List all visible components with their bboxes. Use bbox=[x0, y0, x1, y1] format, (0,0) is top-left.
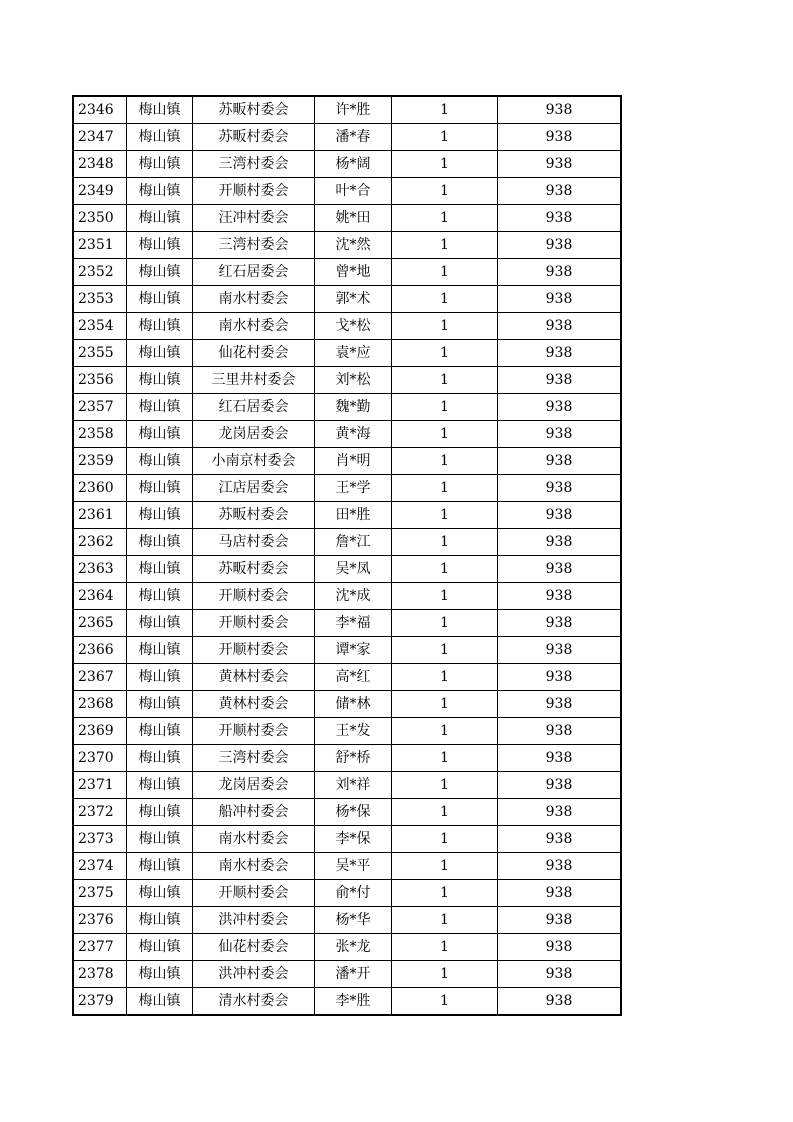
town-cell: 梅山镇 bbox=[127, 421, 193, 448]
village-committee-cell: 洪冲村委会 bbox=[193, 907, 315, 934]
town-cell: 梅山镇 bbox=[127, 448, 193, 475]
count-cell: 1 bbox=[392, 286, 498, 313]
name-cell: 李*福 bbox=[315, 610, 392, 637]
town-cell: 梅山镇 bbox=[127, 745, 193, 772]
row-number-cell: 2376 bbox=[73, 907, 127, 934]
town-cell: 梅山镇 bbox=[127, 583, 193, 610]
count-cell: 1 bbox=[392, 853, 498, 880]
name-cell: 许*胜 bbox=[315, 96, 392, 124]
village-committee-cell: 南水村委会 bbox=[193, 286, 315, 313]
table-row bbox=[73, 367, 621, 394]
village-committee-cell: 黄林村委会 bbox=[193, 664, 315, 691]
village-committee-cell: 仙花村委会 bbox=[193, 934, 315, 961]
table-row bbox=[73, 664, 621, 691]
name-cell: 刘*祥 bbox=[315, 772, 392, 799]
count-cell: 1 bbox=[392, 826, 498, 853]
count-cell: 1 bbox=[392, 96, 498, 124]
town-cell: 梅山镇 bbox=[127, 853, 193, 880]
count-cell: 1 bbox=[392, 394, 498, 421]
count-cell: 1 bbox=[392, 799, 498, 826]
name-cell: 田*胜 bbox=[315, 502, 392, 529]
amount-cell: 938 bbox=[498, 556, 622, 583]
row-number-cell: 2364 bbox=[73, 583, 127, 610]
name-cell: 俞*付 bbox=[315, 880, 392, 907]
town-cell: 梅山镇 bbox=[127, 151, 193, 178]
amount-cell: 938 bbox=[498, 232, 622, 259]
count-cell: 1 bbox=[392, 772, 498, 799]
count-cell: 1 bbox=[392, 367, 498, 394]
town-cell: 梅山镇 bbox=[127, 286, 193, 313]
amount-cell: 938 bbox=[498, 637, 622, 664]
amount-cell: 938 bbox=[498, 96, 622, 124]
name-cell: 张*龙 bbox=[315, 934, 392, 961]
amount-cell: 938 bbox=[498, 286, 622, 313]
name-cell: 叶*合 bbox=[315, 178, 392, 205]
roster-table-body bbox=[73, 96, 621, 1015]
village-committee-cell: 开顺村委会 bbox=[193, 718, 315, 745]
amount-cell: 938 bbox=[498, 610, 622, 637]
table-row bbox=[73, 556, 621, 583]
count-cell: 1 bbox=[392, 718, 498, 745]
village-committee-cell: 洪冲村委会 bbox=[193, 961, 315, 988]
village-committee-cell: 红石居委会 bbox=[193, 394, 315, 421]
row-number-cell: 2377 bbox=[73, 934, 127, 961]
village-committee-cell: 红石居委会 bbox=[193, 259, 315, 286]
town-cell: 梅山镇 bbox=[127, 394, 193, 421]
count-cell: 1 bbox=[392, 637, 498, 664]
amount-cell: 938 bbox=[498, 772, 622, 799]
village-committee-cell: 黄林村委会 bbox=[193, 691, 315, 718]
row-number-cell: 2349 bbox=[73, 178, 127, 205]
village-committee-cell: 龙岗居委会 bbox=[193, 772, 315, 799]
town-cell: 梅山镇 bbox=[127, 96, 193, 124]
town-cell: 梅山镇 bbox=[127, 799, 193, 826]
town-cell: 梅山镇 bbox=[127, 610, 193, 637]
table-row bbox=[73, 448, 621, 475]
name-cell: 王*发 bbox=[315, 718, 392, 745]
table-row bbox=[73, 880, 621, 907]
village-committee-cell: 三湾村委会 bbox=[193, 745, 315, 772]
town-cell: 梅山镇 bbox=[127, 934, 193, 961]
town-cell: 梅山镇 bbox=[127, 826, 193, 853]
town-cell: 梅山镇 bbox=[127, 556, 193, 583]
name-cell: 沈*成 bbox=[315, 583, 392, 610]
amount-cell: 938 bbox=[498, 907, 622, 934]
town-cell: 梅山镇 bbox=[127, 772, 193, 799]
row-number-cell: 2369 bbox=[73, 718, 127, 745]
village-committee-cell: 清水村委会 bbox=[193, 988, 315, 1016]
count-cell: 1 bbox=[392, 934, 498, 961]
count-cell: 1 bbox=[392, 178, 498, 205]
village-committee-cell: 船冲村委会 bbox=[193, 799, 315, 826]
village-committee-cell: 三里井村委会 bbox=[193, 367, 315, 394]
name-cell: 戈*松 bbox=[315, 313, 392, 340]
count-cell: 1 bbox=[392, 583, 498, 610]
count-cell: 1 bbox=[392, 448, 498, 475]
row-number-cell: 2350 bbox=[73, 205, 127, 232]
count-cell: 1 bbox=[392, 691, 498, 718]
name-cell: 吴*平 bbox=[315, 853, 392, 880]
amount-cell: 938 bbox=[498, 448, 622, 475]
row-number-cell: 2363 bbox=[73, 556, 127, 583]
row-number-cell: 2348 bbox=[73, 151, 127, 178]
town-cell: 梅山镇 bbox=[127, 205, 193, 232]
row-number-cell: 2372 bbox=[73, 799, 127, 826]
row-number-cell: 2359 bbox=[73, 448, 127, 475]
village-committee-cell: 开顺村委会 bbox=[193, 880, 315, 907]
row-number-cell: 2368 bbox=[73, 691, 127, 718]
count-cell: 1 bbox=[392, 961, 498, 988]
town-cell: 梅山镇 bbox=[127, 907, 193, 934]
count-cell: 1 bbox=[392, 259, 498, 286]
village-committee-cell: 江店居委会 bbox=[193, 475, 315, 502]
amount-cell: 938 bbox=[498, 151, 622, 178]
name-cell: 王*学 bbox=[315, 475, 392, 502]
count-cell: 1 bbox=[392, 475, 498, 502]
table-row bbox=[73, 853, 621, 880]
table-row bbox=[73, 96, 621, 124]
row-number-cell: 2365 bbox=[73, 610, 127, 637]
amount-cell: 938 bbox=[498, 502, 622, 529]
count-cell: 1 bbox=[392, 502, 498, 529]
amount-cell: 938 bbox=[498, 745, 622, 772]
name-cell: 潘*开 bbox=[315, 961, 392, 988]
name-cell: 李*胜 bbox=[315, 988, 392, 1016]
count-cell: 1 bbox=[392, 556, 498, 583]
town-cell: 梅山镇 bbox=[127, 637, 193, 664]
name-cell: 姚*田 bbox=[315, 205, 392, 232]
table-row bbox=[73, 934, 621, 961]
table-row bbox=[73, 232, 621, 259]
village-committee-cell: 仙花村委会 bbox=[193, 340, 315, 367]
table-row bbox=[73, 529, 621, 556]
row-number-cell: 2362 bbox=[73, 529, 127, 556]
table-row bbox=[73, 151, 621, 178]
town-cell: 梅山镇 bbox=[127, 988, 193, 1016]
row-number-cell: 2354 bbox=[73, 313, 127, 340]
amount-cell: 938 bbox=[498, 529, 622, 556]
amount-cell: 938 bbox=[498, 934, 622, 961]
town-cell: 梅山镇 bbox=[127, 313, 193, 340]
town-cell: 梅山镇 bbox=[127, 718, 193, 745]
amount-cell: 938 bbox=[498, 394, 622, 421]
town-cell: 梅山镇 bbox=[127, 340, 193, 367]
name-cell: 肖*明 bbox=[315, 448, 392, 475]
table-row bbox=[73, 178, 621, 205]
town-cell: 梅山镇 bbox=[127, 124, 193, 151]
count-cell: 1 bbox=[392, 529, 498, 556]
table-row bbox=[73, 583, 621, 610]
village-committee-cell: 三湾村委会 bbox=[193, 151, 315, 178]
village-committee-cell: 南水村委会 bbox=[193, 853, 315, 880]
village-committee-cell: 苏畈村委会 bbox=[193, 96, 315, 124]
row-number-cell: 2355 bbox=[73, 340, 127, 367]
amount-cell: 938 bbox=[498, 988, 622, 1016]
name-cell: 沈*然 bbox=[315, 232, 392, 259]
name-cell: 袁*应 bbox=[315, 340, 392, 367]
village-committee-cell: 苏畈村委会 bbox=[193, 502, 315, 529]
row-number-cell: 2347 bbox=[73, 124, 127, 151]
row-number-cell: 2373 bbox=[73, 826, 127, 853]
table-row bbox=[73, 313, 621, 340]
town-cell: 梅山镇 bbox=[127, 475, 193, 502]
name-cell: 储*林 bbox=[315, 691, 392, 718]
count-cell: 1 bbox=[392, 988, 498, 1016]
name-cell: 杨*华 bbox=[315, 907, 392, 934]
count-cell: 1 bbox=[392, 907, 498, 934]
amount-cell: 938 bbox=[498, 178, 622, 205]
amount-cell: 938 bbox=[498, 826, 622, 853]
count-cell: 1 bbox=[392, 151, 498, 178]
name-cell: 刘*松 bbox=[315, 367, 392, 394]
count-cell: 1 bbox=[392, 421, 498, 448]
town-cell: 梅山镇 bbox=[127, 502, 193, 529]
row-number-cell: 2361 bbox=[73, 502, 127, 529]
amount-cell: 938 bbox=[498, 583, 622, 610]
table-row bbox=[73, 259, 621, 286]
row-number-cell: 2374 bbox=[73, 853, 127, 880]
table-row bbox=[73, 826, 621, 853]
amount-cell: 938 bbox=[498, 340, 622, 367]
village-committee-cell: 小南京村委会 bbox=[193, 448, 315, 475]
name-cell: 曾*地 bbox=[315, 259, 392, 286]
amount-cell: 938 bbox=[498, 718, 622, 745]
town-cell: 梅山镇 bbox=[127, 259, 193, 286]
count-cell: 1 bbox=[392, 880, 498, 907]
count-cell: 1 bbox=[392, 124, 498, 151]
count-cell: 1 bbox=[392, 664, 498, 691]
count-cell: 1 bbox=[392, 313, 498, 340]
village-committee-cell: 开顺村委会 bbox=[193, 583, 315, 610]
amount-cell: 938 bbox=[498, 880, 622, 907]
row-number-cell: 2367 bbox=[73, 664, 127, 691]
town-cell: 梅山镇 bbox=[127, 961, 193, 988]
amount-cell: 938 bbox=[498, 664, 622, 691]
town-cell: 梅山镇 bbox=[127, 529, 193, 556]
table-row bbox=[73, 502, 621, 529]
table-row bbox=[73, 205, 621, 232]
amount-cell: 938 bbox=[498, 367, 622, 394]
row-number-cell: 2370 bbox=[73, 745, 127, 772]
amount-cell: 938 bbox=[498, 961, 622, 988]
town-cell: 梅山镇 bbox=[127, 178, 193, 205]
name-cell: 李*保 bbox=[315, 826, 392, 853]
amount-cell: 938 bbox=[498, 799, 622, 826]
table-row bbox=[73, 475, 621, 502]
row-number-cell: 2360 bbox=[73, 475, 127, 502]
row-number-cell: 2357 bbox=[73, 394, 127, 421]
table-row bbox=[73, 637, 621, 664]
town-cell: 梅山镇 bbox=[127, 232, 193, 259]
table-row bbox=[73, 988, 621, 1016]
row-number-cell: 2358 bbox=[73, 421, 127, 448]
row-number-cell: 2366 bbox=[73, 637, 127, 664]
village-committee-cell: 开顺村委会 bbox=[193, 637, 315, 664]
count-cell: 1 bbox=[392, 340, 498, 367]
row-number-cell: 2353 bbox=[73, 286, 127, 313]
name-cell: 杨*阔 bbox=[315, 151, 392, 178]
table-row bbox=[73, 124, 621, 151]
name-cell: 潘*春 bbox=[315, 124, 392, 151]
town-cell: 梅山镇 bbox=[127, 691, 193, 718]
village-committee-cell: 南水村委会 bbox=[193, 313, 315, 340]
table-row bbox=[73, 286, 621, 313]
count-cell: 1 bbox=[392, 205, 498, 232]
village-committee-cell: 马店村委会 bbox=[193, 529, 315, 556]
amount-cell: 938 bbox=[498, 205, 622, 232]
village-committee-cell: 开顺村委会 bbox=[193, 610, 315, 637]
table-row bbox=[73, 745, 621, 772]
name-cell: 舒*桥 bbox=[315, 745, 392, 772]
table-row bbox=[73, 718, 621, 745]
amount-cell: 938 bbox=[498, 124, 622, 151]
village-committee-cell: 南水村委会 bbox=[193, 826, 315, 853]
village-committee-cell: 三湾村委会 bbox=[193, 232, 315, 259]
count-cell: 1 bbox=[392, 232, 498, 259]
table-row bbox=[73, 907, 621, 934]
town-cell: 梅山镇 bbox=[127, 664, 193, 691]
name-cell: 詹*江 bbox=[315, 529, 392, 556]
name-cell: 杨*保 bbox=[315, 799, 392, 826]
amount-cell: 938 bbox=[498, 691, 622, 718]
table-row bbox=[73, 691, 621, 718]
town-cell: 梅山镇 bbox=[127, 880, 193, 907]
table-row bbox=[73, 340, 621, 367]
row-number-cell: 2346 bbox=[73, 96, 127, 124]
amount-cell: 938 bbox=[498, 313, 622, 340]
roster-table bbox=[72, 95, 622, 1016]
name-cell: 黄*海 bbox=[315, 421, 392, 448]
row-number-cell: 2375 bbox=[73, 880, 127, 907]
row-number-cell: 2371 bbox=[73, 772, 127, 799]
amount-cell: 938 bbox=[498, 259, 622, 286]
village-committee-cell: 龙岗居委会 bbox=[193, 421, 315, 448]
count-cell: 1 bbox=[392, 610, 498, 637]
name-cell: 谭*家 bbox=[315, 637, 392, 664]
table-row bbox=[73, 394, 621, 421]
row-number-cell: 2378 bbox=[73, 961, 127, 988]
table-row bbox=[73, 610, 621, 637]
table-row bbox=[73, 961, 621, 988]
row-number-cell: 2379 bbox=[73, 988, 127, 1016]
village-committee-cell: 苏畈村委会 bbox=[193, 124, 315, 151]
name-cell: 高*红 bbox=[315, 664, 392, 691]
village-committee-cell: 苏畈村委会 bbox=[193, 556, 315, 583]
name-cell: 吴*凤 bbox=[315, 556, 392, 583]
amount-cell: 938 bbox=[498, 853, 622, 880]
amount-cell: 938 bbox=[498, 421, 622, 448]
town-cell: 梅山镇 bbox=[127, 367, 193, 394]
amount-cell: 938 bbox=[498, 475, 622, 502]
name-cell: 魏*勤 bbox=[315, 394, 392, 421]
village-committee-cell: 汪冲村委会 bbox=[193, 205, 315, 232]
name-cell: 郭*术 bbox=[315, 286, 392, 313]
table-row bbox=[73, 799, 621, 826]
row-number-cell: 2351 bbox=[73, 232, 127, 259]
table-row bbox=[73, 421, 621, 448]
village-committee-cell: 开顺村委会 bbox=[193, 178, 315, 205]
row-number-cell: 2356 bbox=[73, 367, 127, 394]
row-number-cell: 2352 bbox=[73, 259, 127, 286]
count-cell: 1 bbox=[392, 745, 498, 772]
table-row bbox=[73, 772, 621, 799]
